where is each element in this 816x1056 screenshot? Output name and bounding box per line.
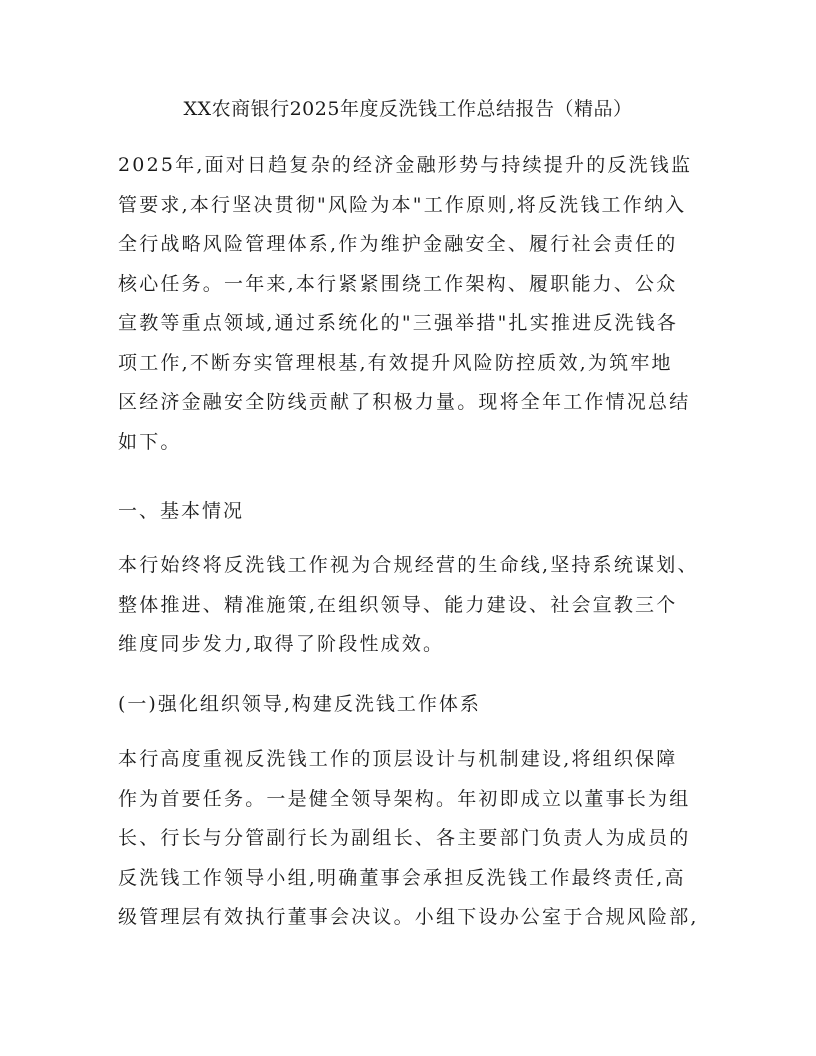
text-line: 如下。 <box>118 430 182 453</box>
text-line: 维度同步发力,取得了阶段性成效。 <box>118 633 445 655</box>
text-line: 本行高度重视反洗钱工作的顶层设计与机制建设,将组织保障 <box>118 748 678 770</box>
section-heading: 一、基本情况 <box>118 500 245 522</box>
section1-paragraph <box>118 546 708 665</box>
subsection1-paragraph <box>118 740 708 938</box>
text-line: 反洗钱工作领导小组,明确董事会承担反洗钱工作最终责任,高 <box>118 866 686 889</box>
text-line: 作为首要任务。一是健全领导架构。年初即成立以董事长为组 <box>118 787 691 810</box>
text-line: 本行始终将反洗钱工作视为合规经营的生命线,坚持系统谋划、 <box>118 554 699 576</box>
subsection-heading: (一)强化组织领导,构建反洗钱工作体系 <box>118 693 481 715</box>
text-line: 宣教等重点领域,通过系统化的"三强举措"扎实推进反洗钱各 <box>118 312 679 334</box>
document-title: XX农商银行2025年度反洗钱工作总结报告（精品） <box>183 98 633 120</box>
text-line: 整体推进、精准施策,在组织领导、能力建设、社会宣教三个 <box>118 593 678 616</box>
text-line: 区经济金融安全防线贡献了积极力量。现将全年工作情况总结 <box>118 391 691 413</box>
text-line: 长、行长与分管副行长为副组长、各主要部门负责人为成员的 <box>118 827 691 849</box>
intro-paragraph <box>118 146 708 462</box>
text-line: 全行战略风险管理体系,作为维护金融安全、履行社会责任的 <box>118 233 678 255</box>
text-line: 项工作,不断夯实管理根基,有效提升风险防控质效,为筑牢地 <box>118 351 673 374</box>
text-line: 核心任务。一年来,本行紧紧围绕工作架构、履职能力、公众 <box>118 272 678 295</box>
text-line: 2025年,面对日趋复杂的经济金融形势与持续提升的反洗钱监 <box>118 154 693 176</box>
text-line: 级管理层有效执行董事会决议。小组下设办公室于合规风险部, <box>118 906 699 928</box>
text-line: 管要求,本行坚决贯彻"风险为本"工作原则,将反洗钱工作纳入 <box>118 193 687 216</box>
